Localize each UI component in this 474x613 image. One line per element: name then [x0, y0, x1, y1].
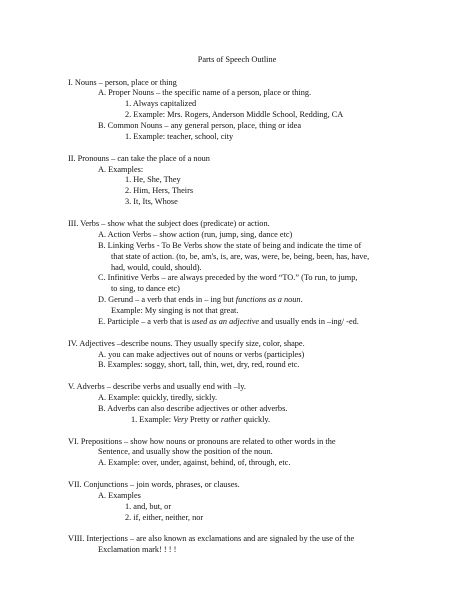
adjectives-item-b: B. Examples: soggy, short, tall, thin, wet, dry, red, round etc.: [98, 360, 300, 369]
prepositions-heading: VI. Prepositions – show how nouns or pronouns are related to other words in the: [68, 437, 336, 446]
adverbs-item-a: A. Example: quickly, tiredly, sickly.: [98, 393, 218, 402]
gerund-emphasis: functions as a noun: [235, 295, 301, 304]
participle-item: [98, 317, 359, 327]
conjunctions-example-2: 2. if, either, neither, nor: [125, 513, 204, 522]
proper-nouns-example: 2. Example: Mrs. Rogers, Anderson Middle School, Redding, CA: [125, 110, 344, 119]
participle-end: and usually ends in –ing/ -ed.: [259, 317, 359, 326]
gerund-text: D. Gerund – a verb that ends in – ing but: [98, 295, 236, 304]
prepositions-heading-cont: Sentence, and usually show the position of the noun.: [98, 447, 273, 456]
participle-emphasis: used as an adjective: [192, 317, 260, 326]
document-title: Parts of Speech Outline: [197, 55, 277, 64]
adverbs-example-em1: Very: [173, 415, 188, 424]
adverbs-example: [131, 415, 270, 425]
conjunctions-example-1: 1. and, but, or: [125, 502, 172, 511]
infinitive-verbs-item: C. Infinitive Verbs – are always preceded by the word “TO.” (To run, to jump,: [98, 273, 358, 282]
common-nouns-item: B. Common Nouns – any general person, place, thing or idea: [98, 121, 301, 130]
conjunctions-heading: VII. Conjunctions – join words, phrases, or clauses.: [68, 480, 240, 489]
adverbs-example-mid: Pretty or: [187, 415, 221, 424]
proper-nouns-item: A. Proper Nouns – the specific name of a person, place or thing.: [98, 88, 312, 97]
adverbs-example-pre: 1. Example:: [131, 415, 174, 424]
nouns-heading: I. Nouns – person, place or thing: [68, 78, 177, 87]
gerund-end: .: [300, 295, 303, 304]
interjections-heading-cont: Exclamation mark! ! ! !: [98, 545, 177, 554]
adverbs-item-b: B. Adverbs can also describe adjectives or other adverbs.: [98, 404, 288, 413]
adverbs-example-end: quickly.: [241, 415, 271, 424]
gerund-example: Example: My singing is not that great.: [111, 306, 239, 315]
common-nouns-example: 1. Example: teacher, school, city: [125, 132, 234, 141]
adverbs-example-em2: rather: [220, 415, 242, 424]
participle-text: E. Participle – a verb that is: [98, 317, 193, 326]
conjunctions-examples-label: A. Examples: [98, 491, 141, 500]
pronouns-heading: II. Pronouns – can take the place of a noun: [68, 154, 210, 163]
interjections-heading: VIII. Interjections – are also known as exclamations and are signaled by the use of the: [68, 534, 355, 543]
adjectives-item-a: A. you can make adjectives out of nouns or verbs (participles): [98, 350, 305, 359]
verbs-heading: III. Verbs – show what the subject does (predicate) or action.: [68, 219, 270, 228]
pronouns-example-2: 2. Him, Hers, Theirs: [125, 186, 194, 195]
action-verbs-item: A. Action Verbs – show action (run, jump, sing, dance etc): [98, 230, 293, 239]
prepositions-item-a: A. Example: over, under, against, behind, of, through, etc.: [98, 458, 291, 467]
gerund-item: [98, 295, 303, 305]
adjectives-heading: IV. Adjectives –describe nouns. They usually specify size, color, shape.: [68, 339, 305, 348]
adverbs-heading: V. Adverbs – describe verbs and usually end with –ly.: [68, 382, 246, 391]
pronouns-examples-label: A. Examples:: [98, 165, 144, 174]
linking-verbs-item-end: had, would, could, should).: [111, 263, 202, 272]
linking-verbs-item-cont: that state of action. (to, be, am's, is, are, was, were, be, being, been, has, have,: [111, 252, 370, 261]
proper-nouns-rule: 1. Always capitalized: [125, 99, 197, 108]
linking-verbs-item: B. Linking Verbs - To Be Verbs show the state of being and indicate the time of: [98, 241, 362, 250]
pronouns-example-3: 3. It, Its, Whose: [125, 197, 178, 206]
pronouns-example-1: 1. He, She, They: [125, 175, 181, 184]
infinitive-verbs-item-cont: to sing, to dance etc): [111, 284, 180, 293]
